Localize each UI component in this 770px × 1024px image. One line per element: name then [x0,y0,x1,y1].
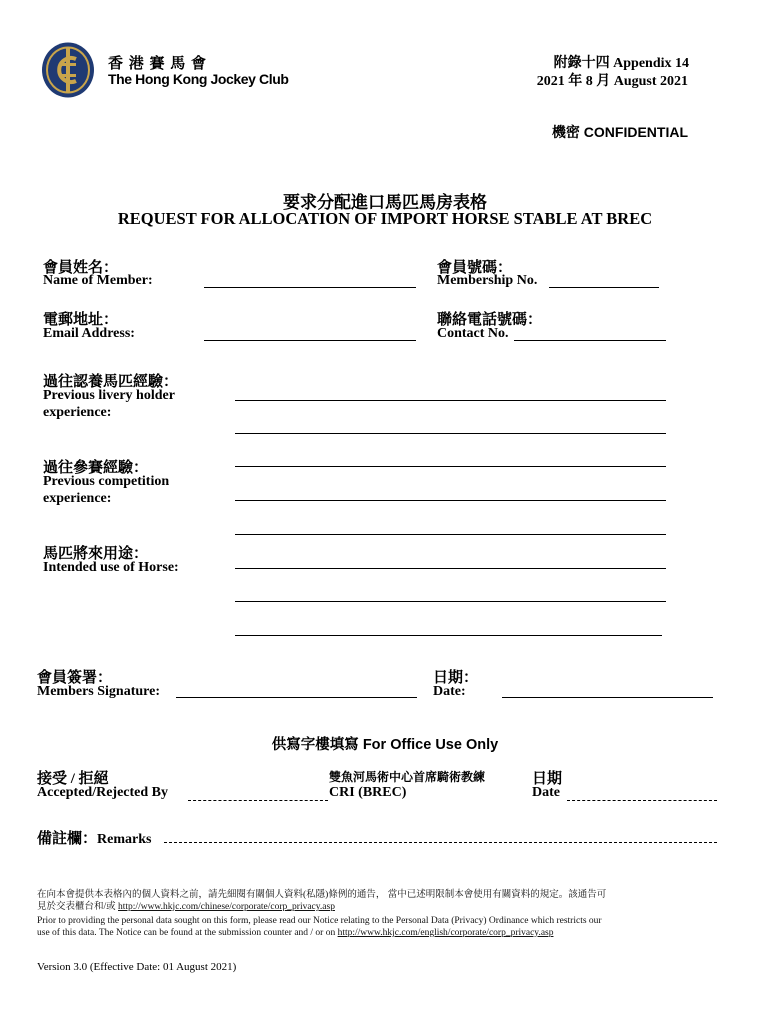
contact-label-en: Contact No. [437,326,509,341]
remarks-label-zh: 備註欄： [37,831,98,847]
use-field-line-3[interactable] [235,635,662,636]
livery-label-en-2: experience: [43,405,112,420]
email-label-zh: 電郵地址： [43,312,119,328]
contact-label-zh: 聯絡電話號碼： [437,312,543,328]
competition-label-en-1: Previous competition [43,474,170,489]
use-label-zh: 馬匹將來用途： [43,546,149,562]
accepted-by-field[interactable] [188,800,328,801]
livery-field-line-2[interactable] [235,433,666,434]
cri-label-en: CRI (BREC) [329,785,407,800]
membership-label-zh: 會員號碼： [437,260,513,276]
logo-english-text: The Hong Kong Jockey Club [108,71,289,87]
privacy-notice-en [37,915,737,939]
form-title-english: REQUEST FOR ALLOCATION OF IMPORT HORSE STABLE AT BREC [117,209,653,228]
livery-label-en-1: Previous livery holder [43,388,175,403]
accepted-label-zh: 接受 / 拒絕 [37,771,109,787]
remarks-label-en: Remarks [97,832,152,847]
competition-label-zh: 過往參賽經驗： [43,460,149,476]
remarks-field[interactable] [164,842,717,843]
privacy-notice-en-prefix: use of this data. The Notice can be found at the submission counter and / or on [37,928,338,938]
name-label-en: Name of Member: [43,273,153,288]
contact-field[interactable] [514,340,666,341]
competition-field-line-3[interactable] [235,534,666,535]
email-field[interactable] [204,340,416,341]
office-use-heading: 供寫字樓填寫 For Office Use Only [271,737,499,753]
privacy-notice-en-line1: Prior to providing the personal data sought on this form, please read our Notice relating to the Personal Data (Privacy) Ordinance which restricts our [37,916,602,926]
signature-label-zh: 會員簽署： [37,670,113,686]
livery-label-zh: 過往認養馬匹經驗： [43,374,179,390]
confidential-label: 機密 CONFIDENTIAL [551,124,688,140]
remarks-label [37,827,151,848]
membership-field[interactable] [549,287,659,288]
privacy-notice-zh [37,889,727,913]
signature-field[interactable] [176,697,417,698]
name-field[interactable] [204,287,416,288]
accepted-label-en: Accepted/Rejected By [37,785,169,800]
privacy-link-english[interactable]: http://www.hkjc.com/english/corporate/corp_privacy.asp [337,928,554,938]
hkjc-logo [40,41,96,99]
competition-field-line-2[interactable] [235,500,666,501]
privacy-link-chinese[interactable]: http://www.hkjc.com/chinese/corporate/corp_privacy.asp [118,902,335,912]
office-date-label-en: Date [532,785,560,800]
livery-field-line-1[interactable] [235,400,666,401]
header-date: 2021 年 8 月 August 2021 [536,74,688,89]
email-label-en: Email Address: [43,326,135,341]
cri-label-zh: 雙魚河馬術中心首席騎術教練 [329,770,486,784]
privacy-notice-zh-line1: 在向本會提供本表格內的個人資料之前，請先細閱有關個人資料(私隱)條例的通告， 當中已述明限制本會使用有關資料的規定。該通告可 [37,890,607,900]
use-field-line-2[interactable] [235,601,666,602]
signature-label-en: Members Signature: [37,684,160,699]
hkjc-emblem-icon [40,41,96,99]
logo-chinese-text: 香 港 賽 馬 會 [108,56,208,72]
form-title-chinese: 要求分配進口馬匹馬房表格 [283,193,487,212]
competition-label-en-2: experience: [43,491,112,506]
privacy-notice-zh-prefix: 見於交表櫃台和/或 [37,902,119,912]
privacy-notice-zh-line2 [37,901,727,913]
competition-field-line-1[interactable] [235,466,666,467]
name-label-zh: 會員姓名： [43,260,119,276]
appendix-label: 附錄十四 Appendix 14 [553,56,689,71]
version-footer: Version 3.0 (Effective Date: 01 August 2021) [37,961,237,973]
date-label-zh: 日期： [433,670,479,686]
use-label-en: Intended use of Horse: [43,560,179,575]
privacy-notice-en-line2 [37,927,737,939]
date-label-en: Date: [433,684,466,699]
date-field[interactable] [502,697,713,698]
office-date-field[interactable] [567,800,717,801]
office-date-label-zh: 日期 [532,771,563,787]
membership-label-en: Membership No. [437,273,538,288]
use-field-line-1[interactable] [235,568,666,569]
